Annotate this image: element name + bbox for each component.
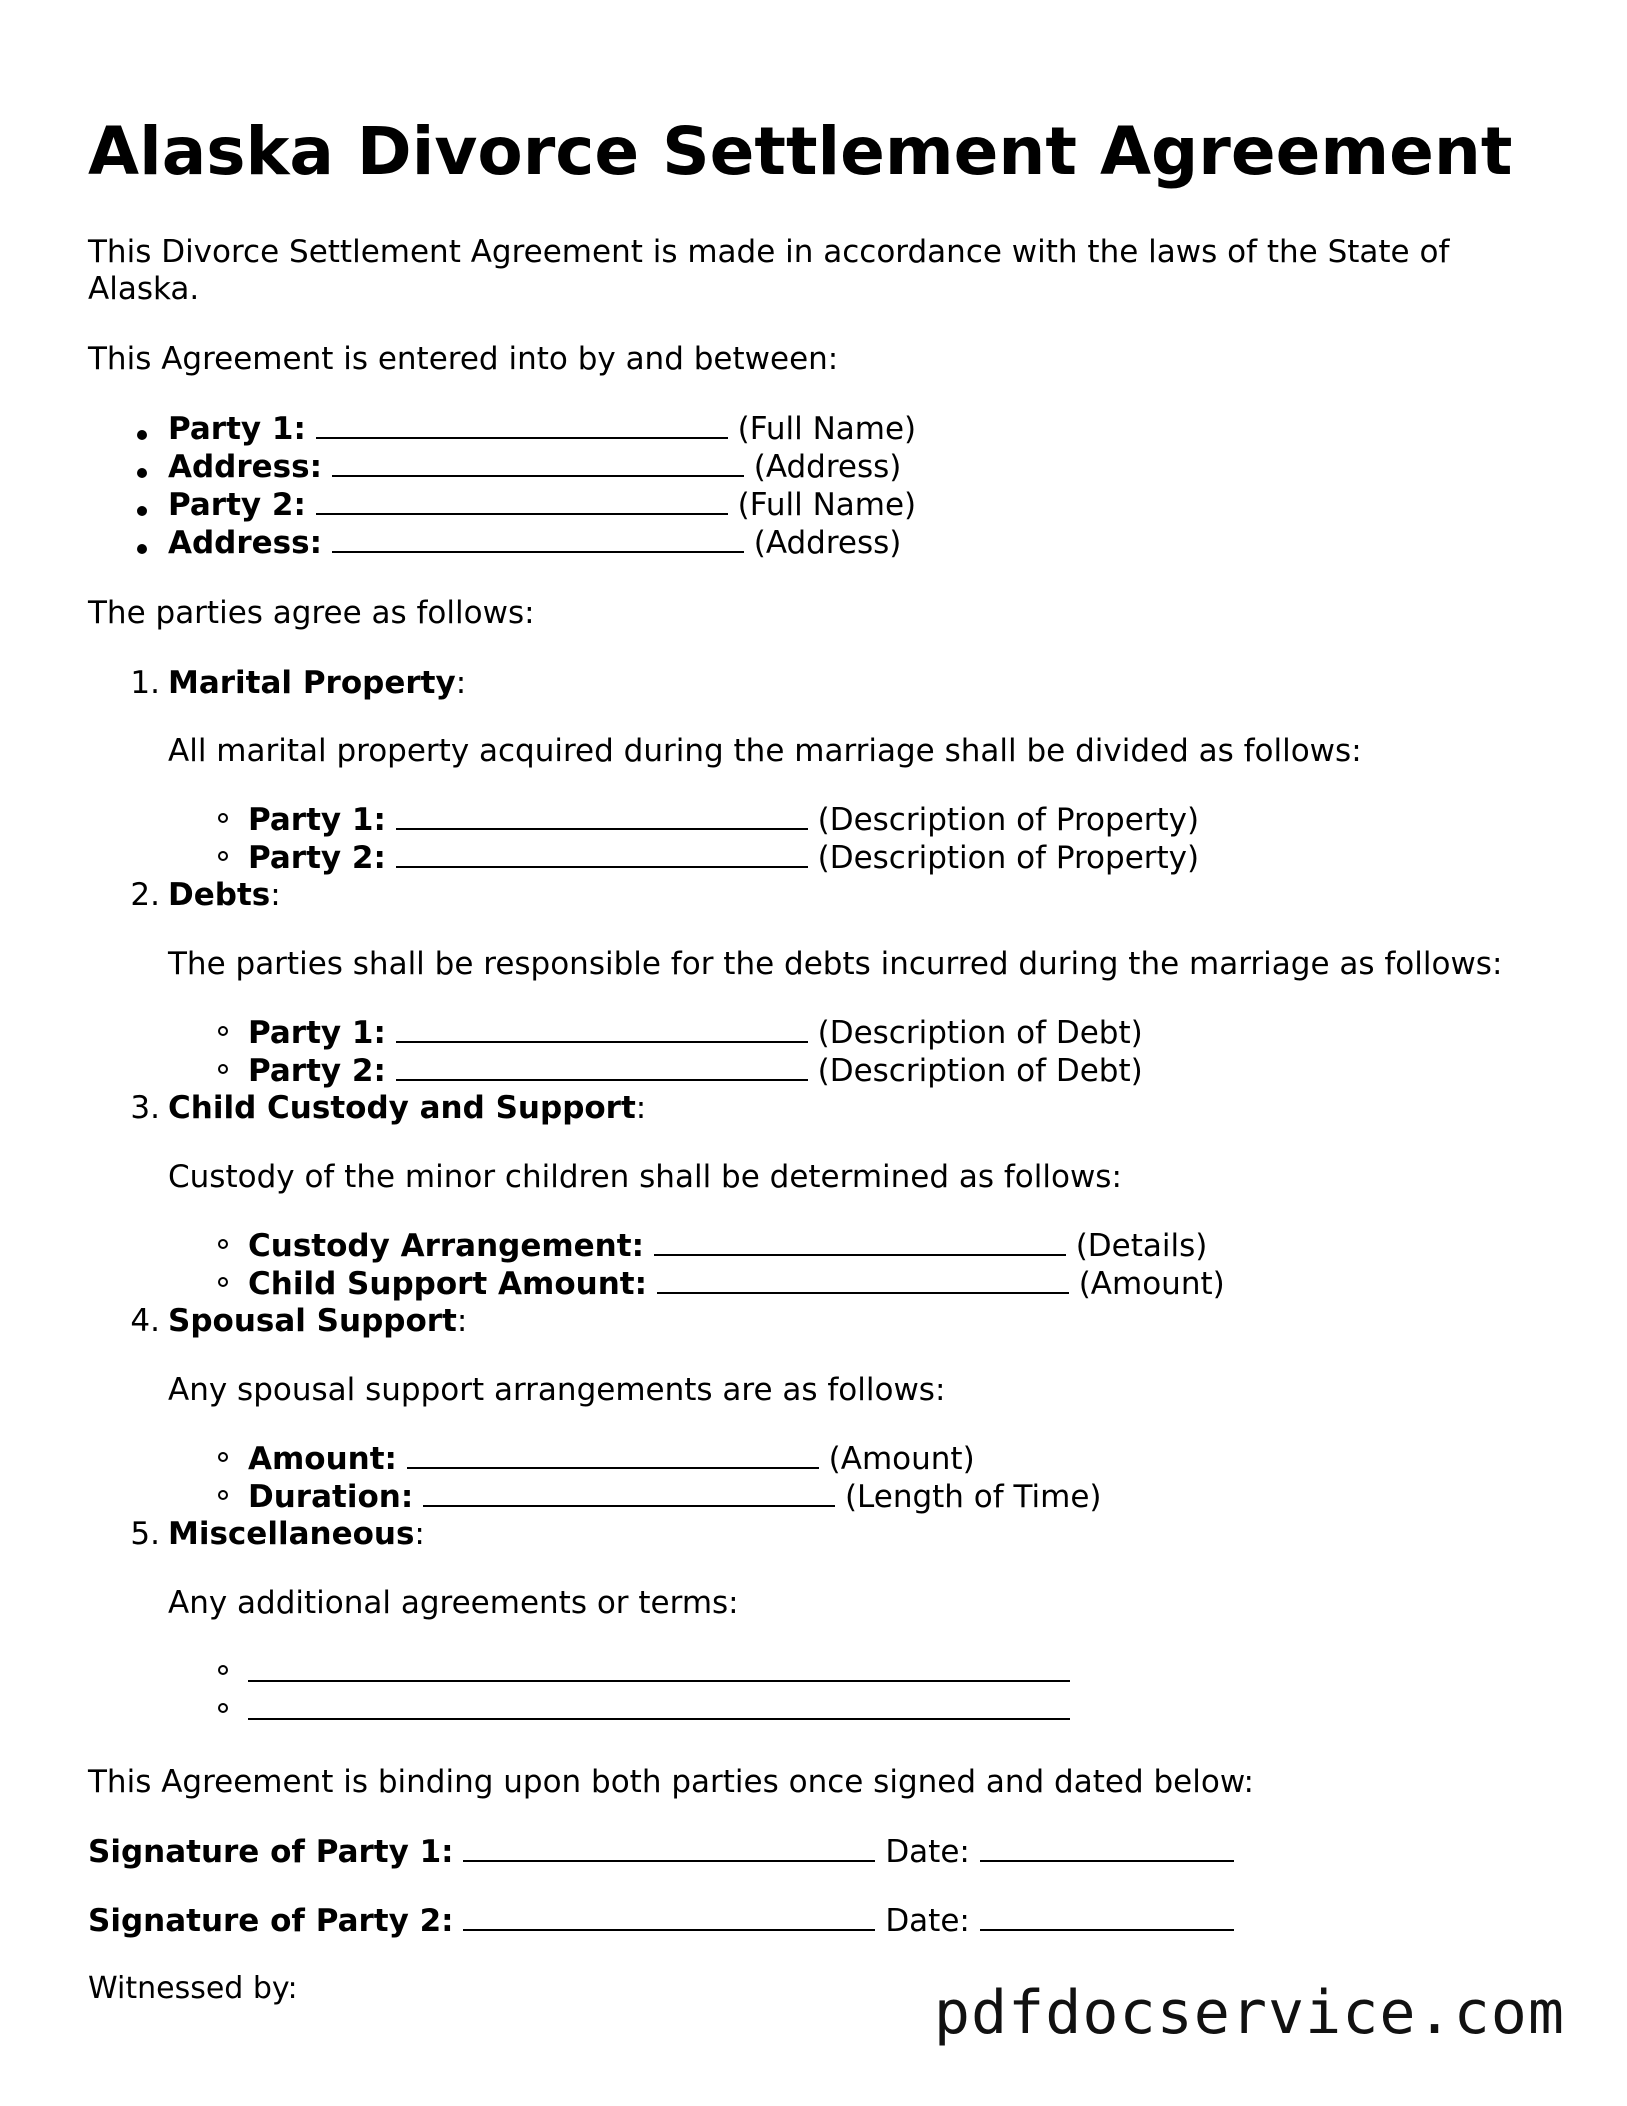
section3-item1 xyxy=(248,1226,1207,1265)
spousal-duration-blank[interactable] xyxy=(423,1477,835,1507)
section3-heading: Child Custody and Support xyxy=(168,1090,636,1126)
section4-text: Any spousal support arrangements are as follows: xyxy=(168,1372,946,1408)
child-support-blank[interactable] xyxy=(657,1264,1069,1294)
item-label: Party 2: xyxy=(248,1053,386,1089)
section5-number: 5. xyxy=(130,1516,160,1552)
section2-number: 2. xyxy=(130,877,160,913)
item-label: Amount: xyxy=(248,1441,397,1477)
date1-label: Date: xyxy=(885,1834,970,1870)
party1-line xyxy=(168,409,916,448)
misc-blank-1[interactable] xyxy=(248,1652,1070,1682)
section3-heading-line xyxy=(168,1089,646,1127)
party2-hint: (Full Name) xyxy=(737,487,917,523)
section3-number: 3. xyxy=(130,1090,160,1126)
section1-text: All marital property acquired during the marriage shall be divided as follows: xyxy=(168,733,1362,769)
debt1-blank[interactable] xyxy=(396,1013,808,1043)
spousal-amount-blank[interactable] xyxy=(407,1439,819,1469)
circle-bullet xyxy=(218,1026,228,1036)
signature1-blank[interactable] xyxy=(463,1832,875,1862)
property1-blank[interactable] xyxy=(396,800,808,830)
date2-label: Date: xyxy=(885,1903,970,1939)
bullet xyxy=(137,506,147,516)
circle-bullet xyxy=(218,1239,228,1249)
item-hint: (Amount) xyxy=(1078,1266,1225,1302)
colon: : xyxy=(635,1090,647,1126)
section1-number: 1. xyxy=(130,665,160,701)
item-hint: (Description of Property) xyxy=(817,840,1200,876)
witness-label: Witnessed by: xyxy=(88,1971,298,2006)
party1-name-blank[interactable] xyxy=(316,409,728,439)
party2-label: Party 2: xyxy=(168,487,306,523)
circle-bullet xyxy=(218,851,228,861)
circle-bullet xyxy=(218,1703,228,1713)
party1-label: Party 1: xyxy=(168,411,306,447)
misc-line-2 xyxy=(248,1690,1070,1729)
address1-line xyxy=(168,447,901,486)
item-label: Party 2: xyxy=(248,840,386,876)
section1-heading-line xyxy=(168,664,466,702)
section5-heading-line xyxy=(168,1515,425,1553)
section4-item2 xyxy=(248,1477,1102,1516)
item-hint: (Description of Property) xyxy=(817,802,1200,838)
circle-bullet xyxy=(218,1064,228,1074)
custody-blank[interactable] xyxy=(654,1226,1066,1256)
bullet xyxy=(137,544,147,554)
party2-line xyxy=(168,485,916,524)
section2-heading: Debts xyxy=(168,877,271,913)
intro-paragraph: This Divorce Settlement Agreement is made in accordance with the laws of the State of Alaska. xyxy=(88,234,1450,307)
address1-label: Address: xyxy=(168,449,322,485)
date2-blank[interactable] xyxy=(980,1901,1234,1931)
section2-item2 xyxy=(248,1051,1143,1090)
misc-line-1 xyxy=(248,1652,1070,1691)
section1-item2 xyxy=(248,838,1199,877)
colon: : xyxy=(414,1516,425,1552)
agree-paragraph: The parties agree as follows: xyxy=(88,595,535,631)
signature2-line xyxy=(88,1901,1234,1940)
item-label: Party 1: xyxy=(248,1015,386,1051)
section5-text: Any additional agreements or terms: xyxy=(168,1585,739,1621)
party2-name-blank[interactable] xyxy=(316,485,728,515)
item-label: Child Support Amount: xyxy=(248,1266,647,1302)
circle-bullet xyxy=(218,813,228,823)
address1-hint: (Address) xyxy=(753,449,902,485)
circle-bullet xyxy=(218,1277,228,1287)
item-label: Party 1: xyxy=(248,802,386,838)
circle-bullet xyxy=(218,1490,228,1500)
item-hint: (Description of Debt) xyxy=(817,1053,1143,1089)
item-hint: (Details) xyxy=(1075,1228,1208,1264)
section4-item1 xyxy=(248,1439,975,1478)
signature2-label: Signature of Party 2: xyxy=(88,1903,454,1939)
section3-text: Custody of the minor children shall be determined as follows: xyxy=(168,1159,1122,1195)
date1-blank[interactable] xyxy=(980,1832,1234,1862)
address2-blank[interactable] xyxy=(332,523,744,553)
document-title: Alaska Divorce Settlement Agreement xyxy=(88,113,1513,190)
section5-heading: Miscellaneous xyxy=(168,1516,415,1552)
circle-bullet xyxy=(218,1452,228,1462)
item-label: Duration: xyxy=(248,1479,414,1515)
colon: : xyxy=(270,877,281,913)
section3-item2 xyxy=(248,1264,1225,1303)
signature2-blank[interactable] xyxy=(463,1901,875,1931)
colon: : xyxy=(455,665,467,701)
section2-text: The parties shall be responsible for the debts incurred during the marriage as follows: xyxy=(168,946,1503,982)
property2-blank[interactable] xyxy=(396,838,808,868)
signature1-label: Signature of Party 1: xyxy=(88,1834,454,1870)
bullet xyxy=(137,430,147,440)
section2-heading-line xyxy=(168,876,281,914)
section4-number: 4. xyxy=(130,1303,160,1339)
item-hint: (Length of Time) xyxy=(844,1479,1102,1515)
address1-blank[interactable] xyxy=(332,447,744,477)
misc-blank-2[interactable] xyxy=(248,1690,1070,1720)
section4-heading-line xyxy=(168,1302,467,1340)
binding-paragraph: This Agreement is binding upon both parties once signed and dated below: xyxy=(88,1764,1254,1800)
item-hint: (Description of Debt) xyxy=(817,1015,1143,1051)
item-label: Custody Arrangement: xyxy=(248,1228,644,1264)
debt2-blank[interactable] xyxy=(396,1051,808,1081)
party1-hint: (Full Name) xyxy=(737,411,917,447)
section1-heading: Marital Property xyxy=(168,665,456,701)
section2-item1 xyxy=(248,1013,1143,1052)
address2-line xyxy=(168,523,901,562)
watermark: pdfdocservice.com xyxy=(933,1978,1565,2048)
circle-bullet xyxy=(218,1665,228,1675)
signature1-line xyxy=(88,1832,1234,1871)
colon: : xyxy=(456,1303,468,1339)
bullet xyxy=(137,468,147,478)
section4-heading: Spousal Support xyxy=(168,1303,457,1339)
item-hint: (Amount) xyxy=(828,1441,975,1477)
section1-item1 xyxy=(248,800,1199,839)
address2-hint: (Address) xyxy=(753,525,902,561)
address2-label: Address: xyxy=(168,525,322,561)
entered-paragraph: This Agreement is entered into by and between: xyxy=(88,341,839,377)
